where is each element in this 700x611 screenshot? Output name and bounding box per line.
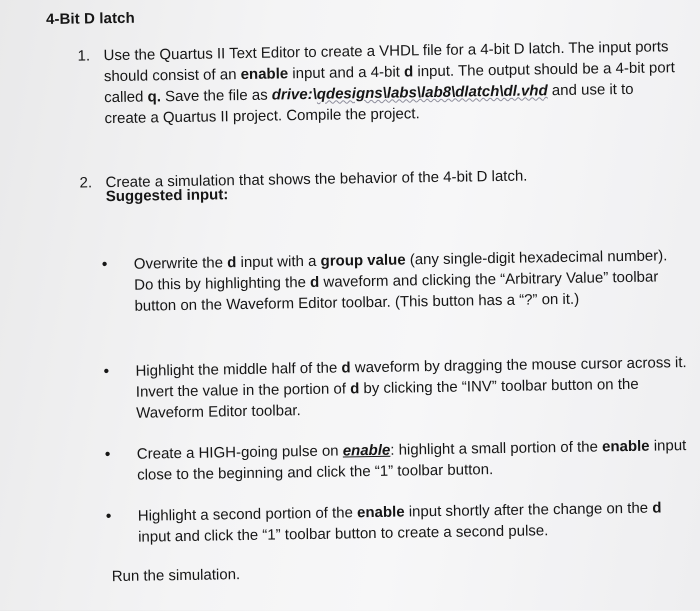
text: Highlight a second portion of the: [137, 504, 358, 525]
item-number: 1.: [77, 47, 91, 65]
text: by clicking the “INV” toolbar button on the Waveform Editor toolbar.: [136, 375, 639, 422]
text: : highlight a small portion of the: [390, 438, 603, 459]
text: input with a: [236, 252, 321, 272]
bullet-item-4: [106, 497, 692, 548]
bullet-icon: •: [105, 508, 112, 526]
text: (any single-digit hexadecimal number). Do this by highlighting the: [134, 247, 668, 294]
text: input shortly after the change on the: [404, 499, 653, 521]
text: input close to the beginning and click the “1” toolbar button.: [137, 437, 687, 484]
text: Overwrite the: [133, 254, 228, 273]
keyword-d: d: [403, 63, 414, 81]
bullet-item-2: [103, 352, 689, 424]
text: Save the file as: [160, 86, 272, 106]
text: input and a 4-bit: [288, 63, 405, 83]
text: and use it to create a Quartus II project. Compile the project.: [104, 80, 634, 128]
keyword-d: d: [309, 273, 320, 291]
keyword-q: q.: [147, 88, 162, 106]
keyword-d: d: [350, 380, 360, 398]
text: Create a HIGH-going pulse on: [136, 442, 343, 463]
keyword-enable: enable: [240, 65, 289, 84]
bullet-body: [137, 435, 691, 486]
keyword-enable: enable: [356, 503, 405, 522]
text: Use the Quartus II Text Editor to create a VHDL file for a 4-bit D latch. The input ports should consist of an: [103, 38, 669, 86]
bullet-body: [138, 497, 692, 548]
bullet-body: [134, 245, 688, 317]
bullet-item-1: [102, 245, 688, 317]
closing-instruction: Run the simulation.: [111, 566, 241, 586]
keyword-d: d: [652, 499, 662, 517]
file-path-drive: drive:\: [271, 85, 317, 104]
keyword-d: d: [341, 359, 351, 377]
bullet-item-3: [105, 435, 691, 486]
text: waveform and clicking the “Arbitrary Value” toolbar button on the: [134, 268, 659, 315]
keyword-enable: enable: [342, 441, 391, 460]
text: input and click the “1” toolbar button to create a second pulse.: [138, 522, 549, 546]
bullet-icon: •: [104, 446, 111, 464]
keyword-enable: enable: [601, 437, 650, 456]
item-body: Create a simulation that shows the behavior of the 4-bit D latch.: [105, 167, 528, 192]
file-path: qdesigns\labs\lab8\dlatch\dl.vhd: [316, 82, 548, 103]
text: waveform by dragging the mouse cursor across it. Invert the value in the portion of: [135, 354, 687, 401]
item-number: 2.: [79, 174, 93, 192]
document-title: 4-Bit D latch: [45, 9, 135, 29]
bullet-icon: •: [103, 363, 110, 381]
bullet-icon: •: [101, 256, 108, 274]
text: Waveform: [226, 295, 295, 314]
keyword-d: d: [227, 254, 237, 272]
text: input. The output should be a 4-bit port called: [104, 59, 675, 107]
keyword-group-value: group value: [320, 251, 406, 270]
suggested-input-heading: Suggested input:: [105, 186, 229, 206]
text: Highlight the middle half of the: [135, 359, 342, 380]
bullet-body: [135, 352, 689, 424]
numbered-item-1: [77, 36, 678, 129]
item-body: [103, 36, 678, 129]
text: Editor toolbar. (This button has a “?” on it.): [293, 290, 580, 313]
